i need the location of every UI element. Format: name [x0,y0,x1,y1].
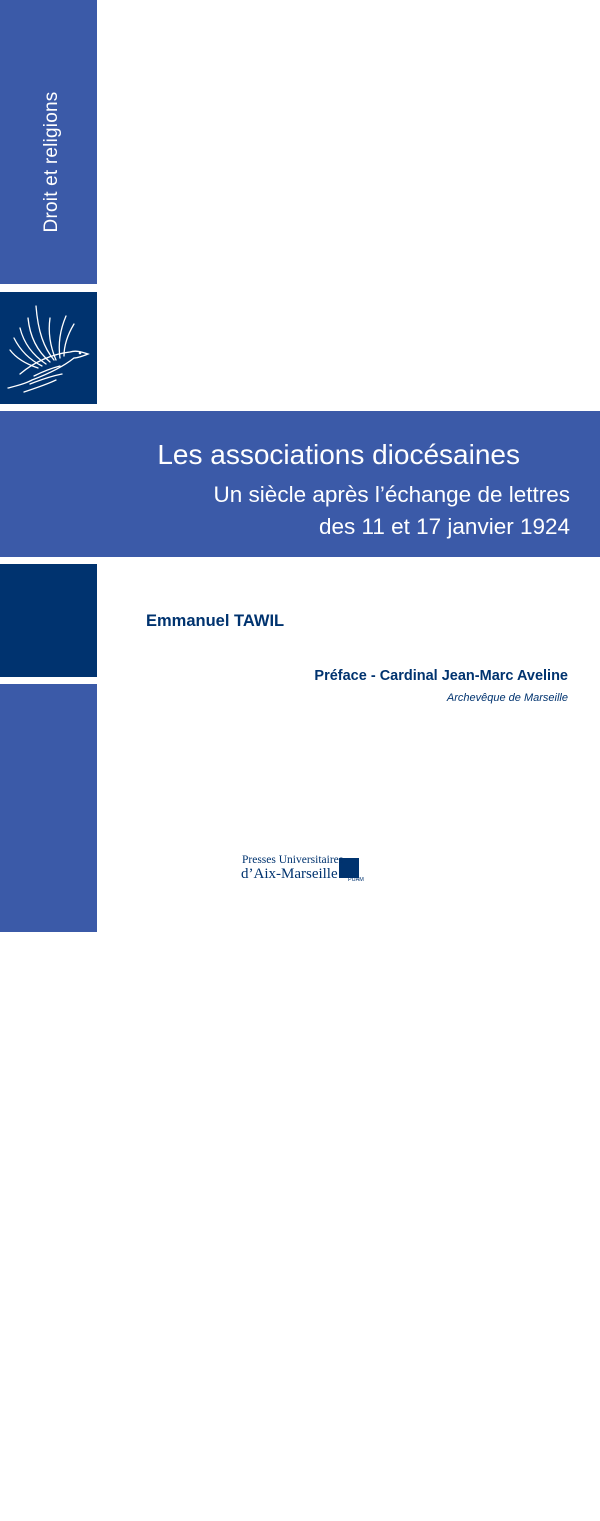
dove-emblem [0,292,97,404]
book-title: Les associations diocésaines [157,439,520,470]
collection-label: LID2MS [43,1463,60,1521]
series-spine [0,0,97,284]
author-name: Emmanuel TAWIL [146,612,285,630]
preface-line: Préface - Cardinal Jean-Marc Aveline [314,668,568,684]
publisher-logo [240,852,400,888]
dove-icon [0,292,97,404]
publisher-line1: Presses Universitaires [242,854,344,866]
subtitle-line: des 11 et 17 janvier 1924 [318,514,570,539]
collection-spine [0,684,97,1521]
dark-accent-block [0,564,97,677]
publisher-line2: d’Aix-Marseille [241,866,338,882]
series-label: Droit et religions [41,91,62,233]
title-band [0,411,600,557]
book-subtitle [214,479,570,543]
publisher-imprint: PUAM [348,877,364,883]
subtitle-line: Un siècle après l’échange de lettres [213,482,570,507]
preface-role: Archevêque de Marseille [446,692,568,704]
